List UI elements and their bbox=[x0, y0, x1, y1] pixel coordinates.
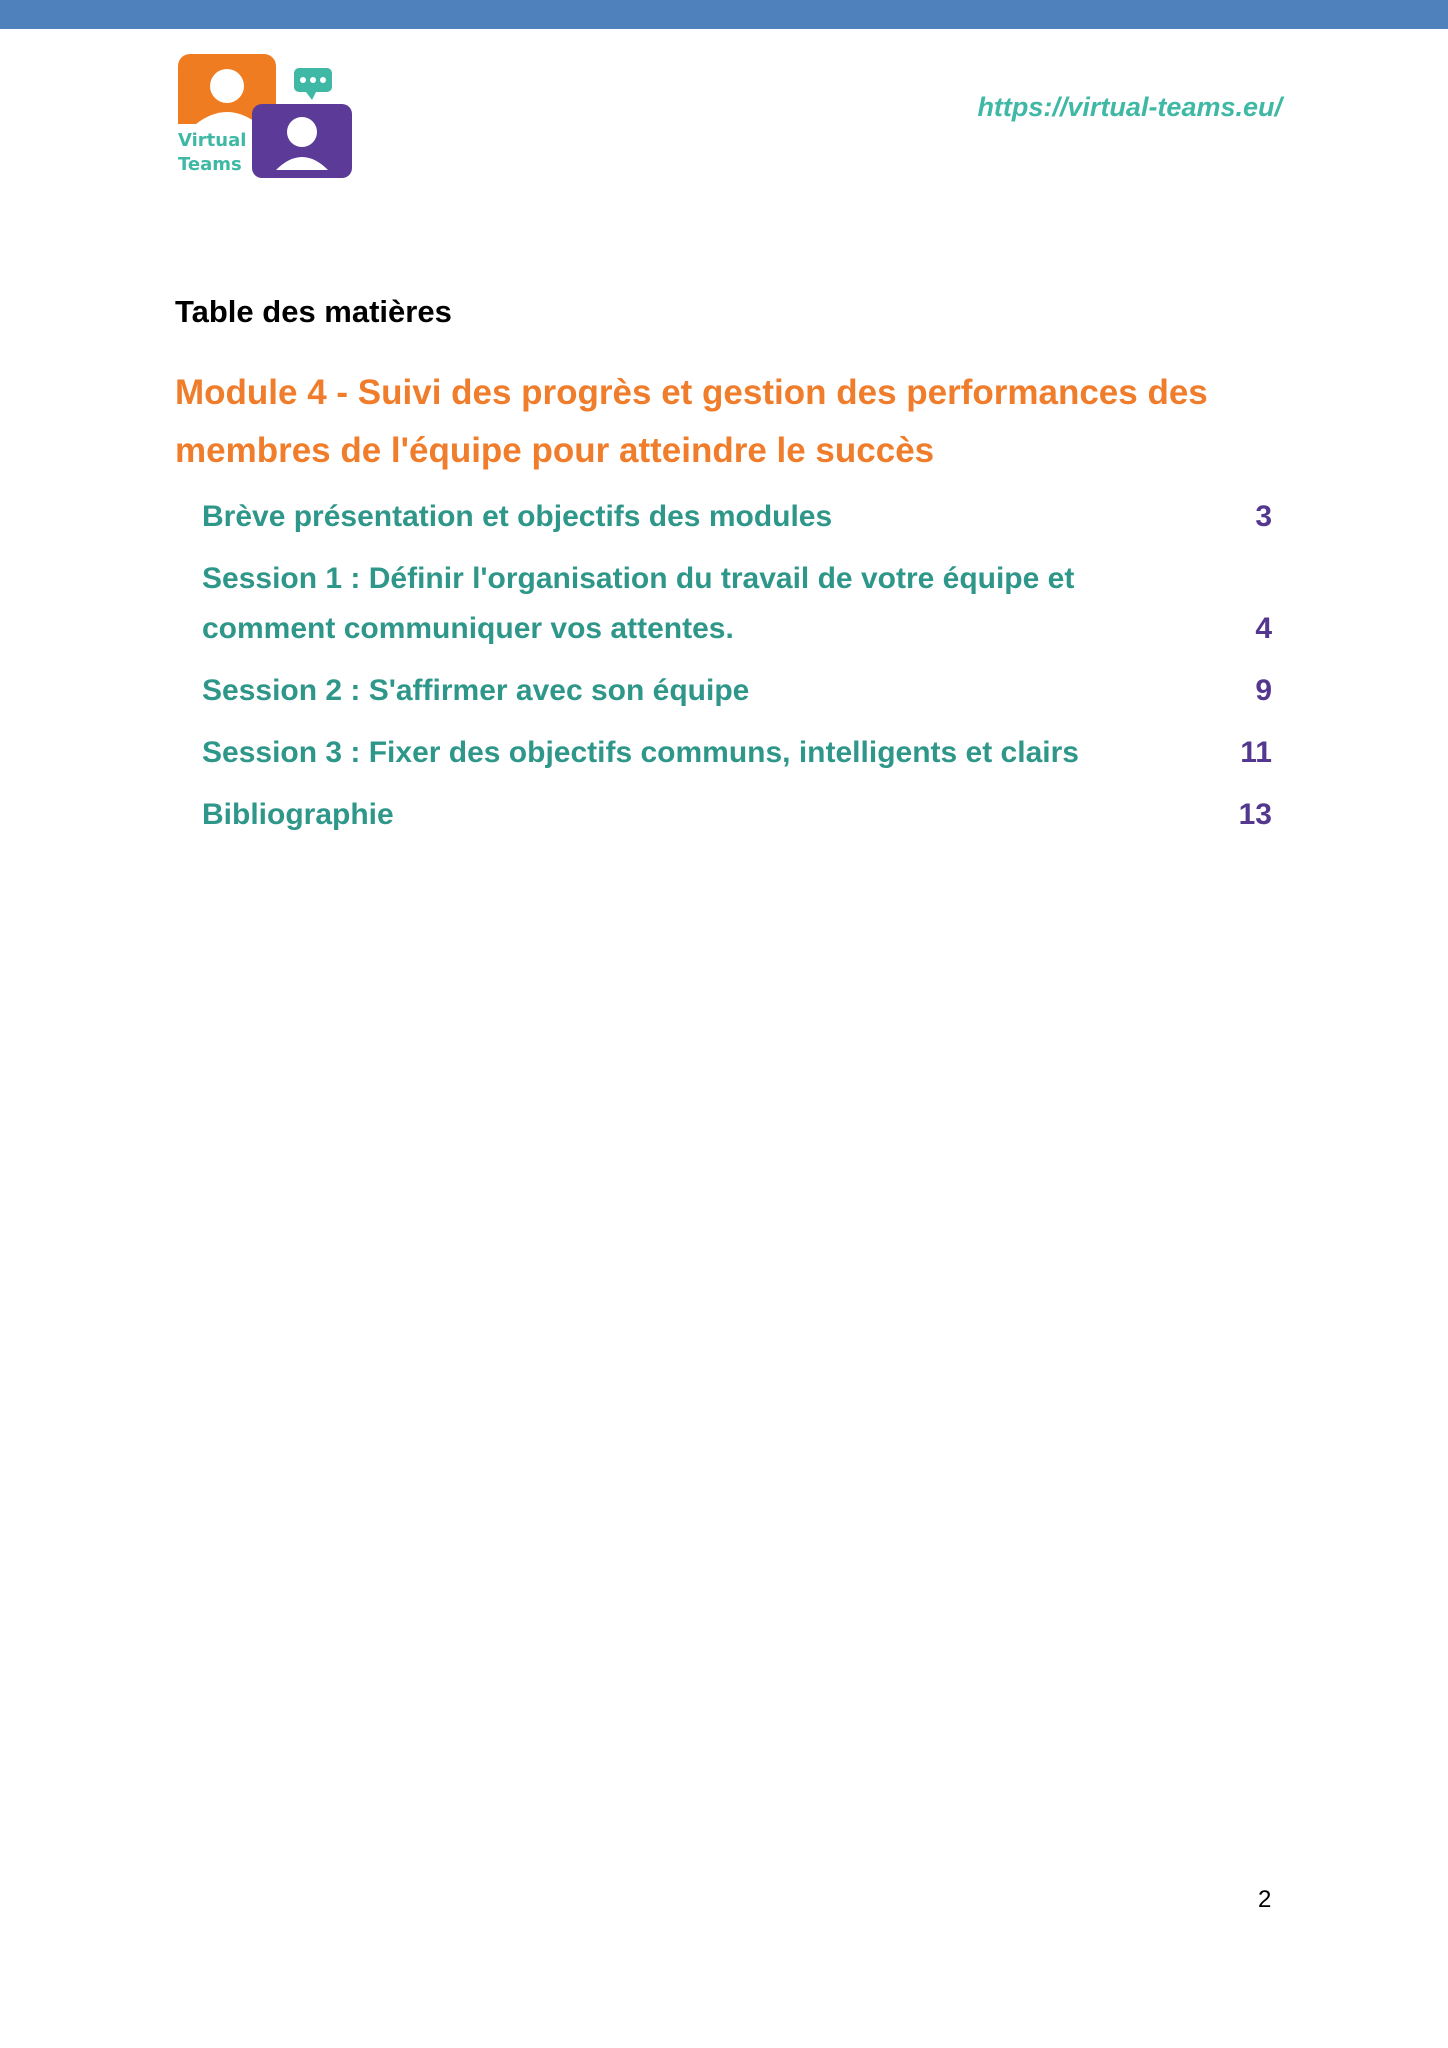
toc-entry-text: Session 3 : Fixer des objectifs communs, intelligents et clairs bbox=[202, 736, 1079, 769]
virtual-teams-logo bbox=[176, 52, 356, 180]
logo-text-line1: Virtual bbox=[178, 130, 247, 151]
toc-entry[interactable] bbox=[202, 492, 1272, 542]
toc-list bbox=[202, 492, 1272, 840]
toc-entry-text: Session 1 : Définir l'organisation du travail de votre équipe et comment communiquer vos attentes. bbox=[202, 562, 1075, 645]
toc-entry[interactable] bbox=[202, 728, 1272, 778]
logo-text-line2: Teams bbox=[178, 154, 242, 175]
toc-heading: Table des matières bbox=[175, 294, 452, 329]
toc-entry-page: 4 bbox=[1255, 612, 1272, 645]
toc-entry[interactable] bbox=[202, 554, 1272, 654]
toc-entry-text: Bibliographie bbox=[202, 798, 394, 831]
page-number: 2 bbox=[1258, 1886, 1272, 1913]
toc-entry-text: Brève présentation et objectifs des modules bbox=[202, 500, 833, 533]
toc-entry-page: 11 bbox=[1240, 736, 1272, 769]
toc-entry[interactable] bbox=[202, 666, 1272, 716]
module-title[interactable]: Module 4 - Suivi des progrès et gestion des performances des membres de l'équipe pour atteindre le succès bbox=[175, 373, 1208, 470]
site-url-link[interactable]: https://virtual-teams.eu/ bbox=[977, 92, 1282, 122]
toc-entry-page: 3 bbox=[1255, 500, 1272, 533]
toc-entry-text: Session 2 : S'affirmer avec son équipe bbox=[202, 674, 750, 707]
toc-entry[interactable] bbox=[202, 790, 1272, 840]
header-bar bbox=[0, 0, 1448, 29]
toc-entry-page: 9 bbox=[1255, 674, 1272, 707]
toc-entry-page: 13 bbox=[1238, 798, 1272, 831]
